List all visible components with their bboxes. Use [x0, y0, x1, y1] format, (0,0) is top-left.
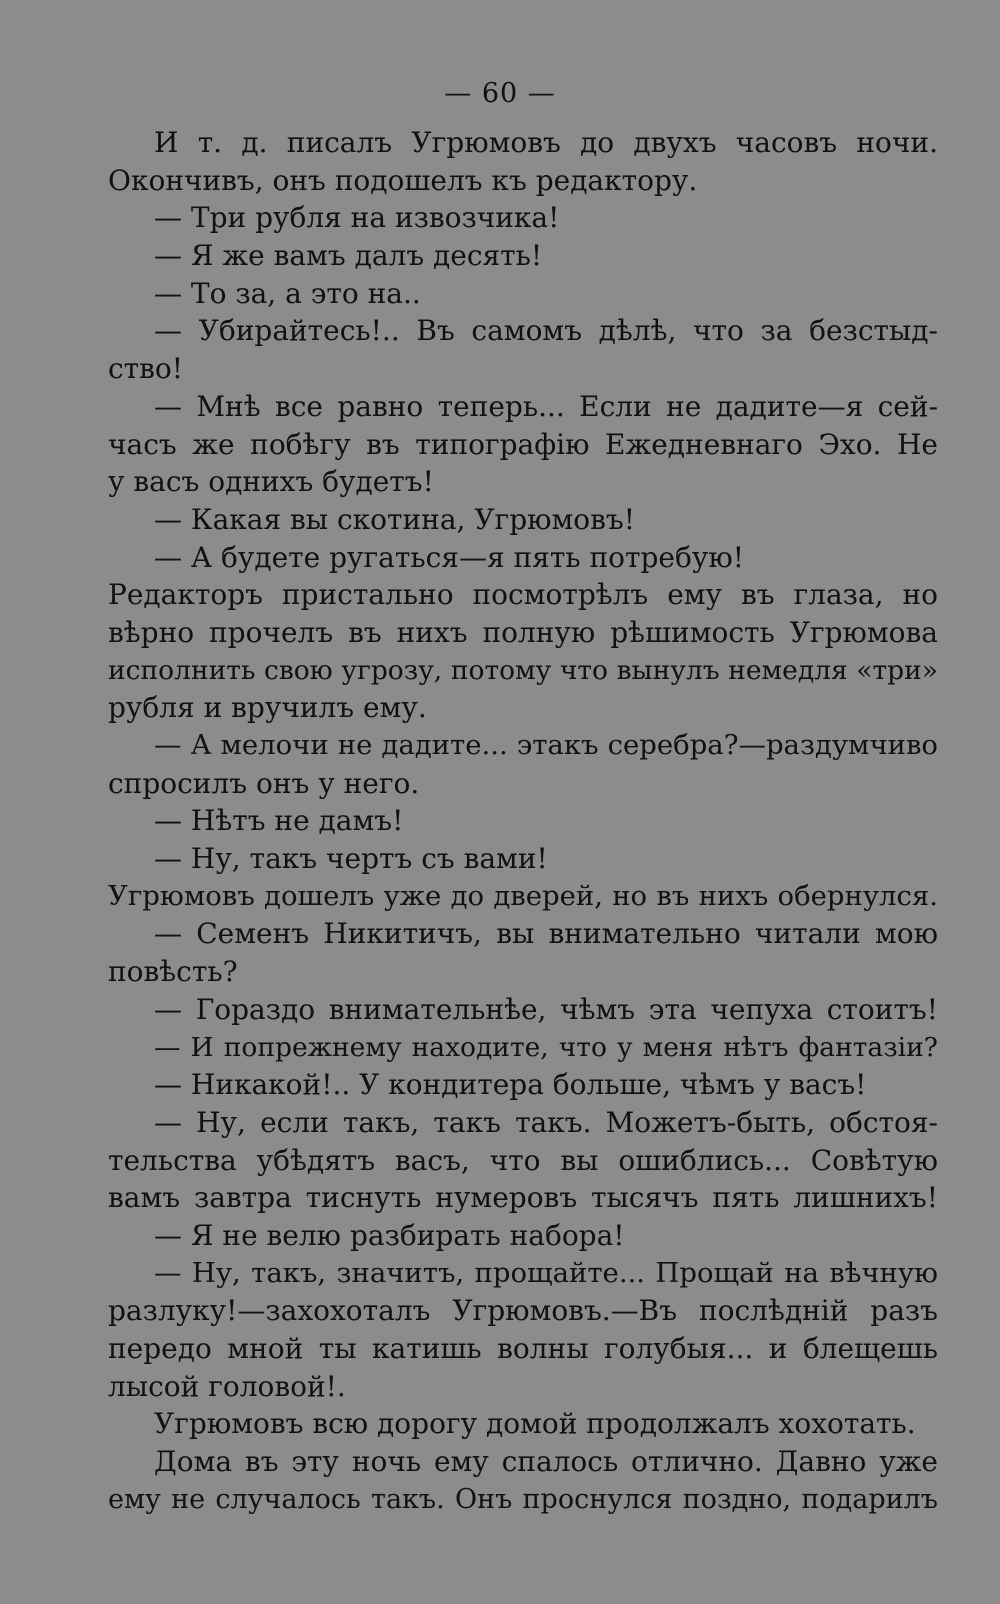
text-line: Окончивъ, онъ подошелъ къ редактору.: [108, 163, 698, 197]
text-line: ему не случалось такъ. Онъ проснулся поздно, подарилъ: [108, 1483, 938, 1515]
page-number: — 60 —: [444, 78, 556, 109]
text-line: спросилъ онъ у него.: [108, 766, 420, 800]
text-line: — Нѣтъ не дамъ!: [154, 804, 404, 838]
text-line: — Гораздо внимательнѣе, чѣмъ эта чепуха стоитъ!: [154, 992, 938, 1026]
text-line: — Мнѣ все равно теперь... Если не дадите—я сей-: [154, 389, 938, 423]
page-text: [108, 124, 938, 1518]
text-line: тельства убѣдятъ васъ, что вы ошиблись... Совѣтую: [108, 1143, 938, 1177]
text-line: — Убирайтесь!.. Въ самомъ дѣлѣ, что за безстыд-: [154, 314, 938, 348]
text-line: — Я не велю разбирать набора!: [154, 1218, 625, 1252]
text-line: повѣсть?: [108, 955, 238, 989]
text-line: И т. д. писалъ Угрюмовъ до двухъ часовъ ночи.: [154, 126, 938, 159]
text-line: часъ же побѣгу въ типографію Ежедневнаго Эхо. Не: [108, 427, 938, 461]
text-line: ство!: [108, 352, 184, 386]
text-line: — Ну, такъ, значитъ, прощайте... Прощай на вѣчную: [154, 1256, 938, 1289]
text-line: лысой головой!.: [108, 1369, 346, 1403]
text-line: Угрюмовъ дошелъ уже до дверей, но въ нихъ обернулся.: [108, 879, 938, 912]
text-line: — Я же вамъ далъ десять!: [154, 239, 543, 273]
text-line: исполнить свою угрозу, потому что вынулъ немедля «три»: [108, 654, 938, 686]
text-line: Дома въ эту ночь ему спалось отлично. Давно уже: [154, 1445, 938, 1479]
text-line: — А будете ругаться—я пять потребую!: [154, 540, 744, 574]
text-line: рубля и вручилъ ему.: [108, 691, 427, 725]
text-line: вамъ завтра тиснуть нумеровъ тысячъ пять лишнихъ!: [108, 1181, 938, 1215]
text-line: — То за, а это на..: [154, 276, 421, 310]
text-line: разлуку!—захохоталъ Угрюмовъ.—Въ послѣдній разъ: [108, 1294, 938, 1328]
text-line: вѣрно прочелъ въ нихъ полную рѣшимость Угрюмова: [108, 615, 938, 649]
text-line: — Ну, такъ чертъ съ вами!: [154, 842, 548, 876]
text-line: — Ну, если такъ, такъ такъ. Можетъ-быть, обстоя-: [154, 1105, 938, 1139]
text-line: Угрюмовъ всю дорогу домой продолжалъ хохотать.: [154, 1407, 916, 1441]
text-line: — Какая вы скотина, Угрюмовъ!: [154, 502, 635, 536]
text-line: — Никакой!.. У кондитера больше, чѣмъ у васъ!: [154, 1068, 867, 1102]
text-line: — Семенъ Никитичъ, вы внимательно читали мою: [154, 917, 938, 951]
text-line: передо мной ты катишь волны голубыя... и блещешь: [108, 1332, 938, 1365]
text-line: — А мелочи не дадите... этакъ серебра?—раздумчиво: [154, 729, 938, 761]
text-line: Редакторъ пристально посмотрѣлъ ему въ глаза, но: [108, 578, 938, 612]
text-line: у васъ однихъ будетъ!: [108, 465, 434, 499]
text-line: — Три рубля на извозчика!: [154, 201, 560, 235]
text-line: — И попрежнему находите, что у меня нѣтъ фантазіи?: [154, 1031, 938, 1063]
